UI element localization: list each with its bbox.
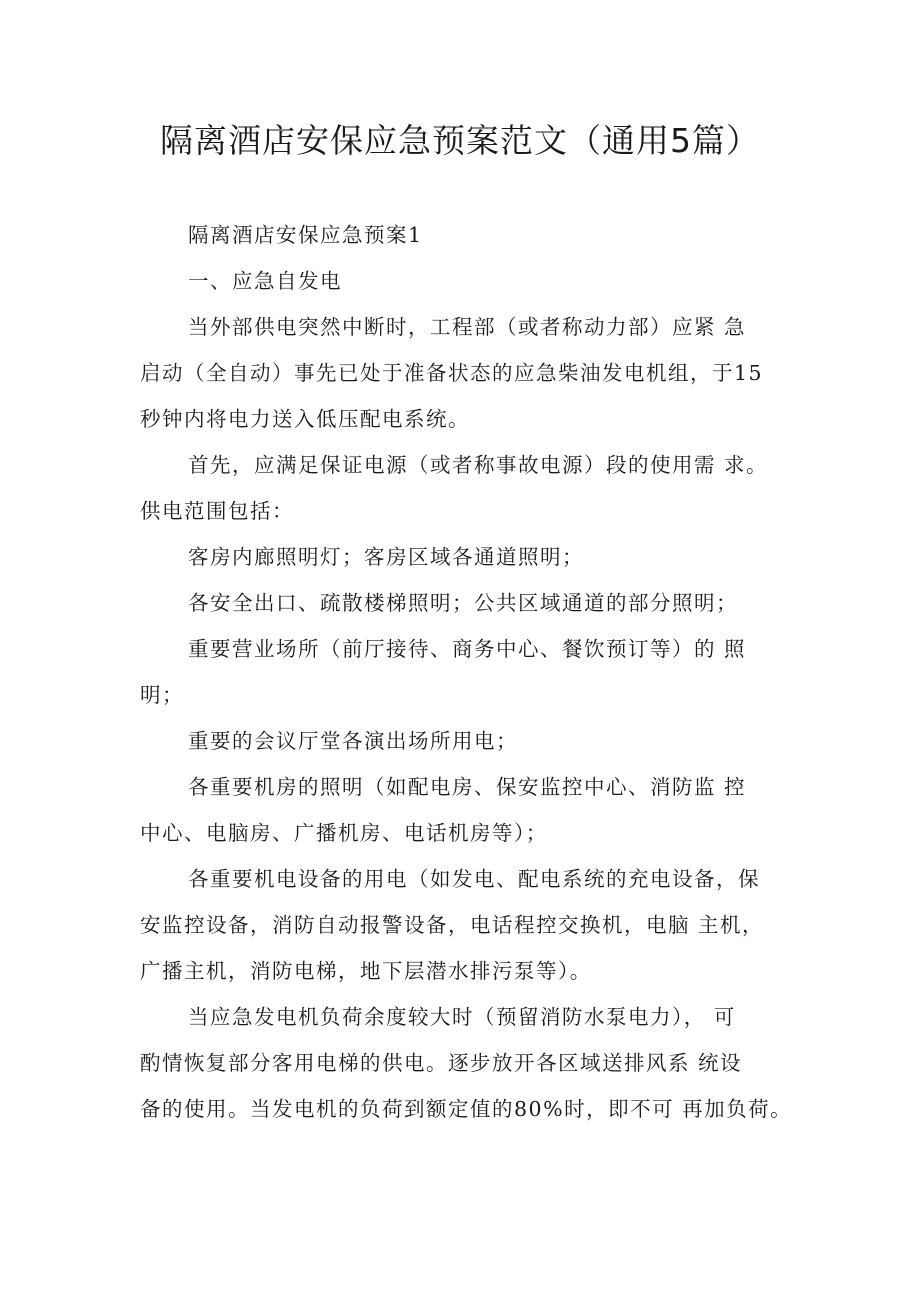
paragraph-line: 启动（全自动）事先已处于准备状态的应急柴油发电机组，于15 bbox=[140, 361, 764, 385]
paragraph-line: 首先，应满足保证电源（或者称事故电源）段的使用需 求。 bbox=[188, 453, 769, 477]
section-heading bbox=[140, 212, 790, 258]
paragraph-line: 安监控设备，消防自动报警设备，电话程控交换机，电脑 主机， bbox=[140, 913, 765, 937]
paragraph-line: 供电范围包括： bbox=[140, 499, 294, 523]
subsection-heading bbox=[140, 258, 790, 304]
paragraph-line: 客房内廊照明灯；客房区域各通道照明； bbox=[188, 545, 584, 569]
paragraph-line: 备的使用。当发电机的负荷到额定值的80%时，即不可 再加负荷。 bbox=[140, 1097, 793, 1121]
paragraph-line: 酌情恢复部分客用电梯的供电。逐步放开各区域送排风系 统设 bbox=[140, 1051, 743, 1075]
paragraph bbox=[140, 442, 790, 534]
subsection-heading-text: 一、应急自发电 bbox=[188, 269, 342, 293]
paragraph bbox=[140, 626, 790, 718]
paragraph-line: 各重要机电设备的用电（如发电、配电系统的充电设备，保 bbox=[188, 867, 760, 891]
paragraph-line: 广播主机，消防电梯，地下层潜水排污泵等）。 bbox=[140, 959, 592, 983]
document-title: 隔离酒店安保应急预案范文（通用5篇） bbox=[160, 121, 760, 160]
paragraph bbox=[140, 856, 790, 994]
paragraph bbox=[140, 994, 793, 1132]
paragraph-line: 当外部供电突然中断时，工程部（或者称动力部）应紧 急 bbox=[188, 315, 747, 339]
paragraph bbox=[140, 304, 790, 442]
document-body bbox=[140, 212, 793, 1132]
section-heading-text: 隔离酒店安保应急预案1 bbox=[188, 223, 423, 247]
paragraph bbox=[140, 534, 790, 580]
paragraph-line: 当应急发电机负荷余度较大时（预留消防水泵电力）， 可 bbox=[188, 1005, 736, 1029]
paragraph-line: 重要营业场所（前厅接待、商务中心、餐饮预订等）的 照 bbox=[188, 637, 747, 661]
paragraph-line: 各重要机房的照明（如配电房、保安监控中心、消防监 控 bbox=[188, 775, 747, 799]
paragraph bbox=[140, 764, 790, 856]
paragraph-line: 重要的会议厅堂各演出场所用电； bbox=[188, 729, 518, 753]
paragraph-line: 各安全出口、疏散楼梯照明；公共区域通道的部分照明； bbox=[188, 591, 738, 615]
paragraph-line: 明； bbox=[140, 683, 184, 707]
paragraph bbox=[140, 718, 790, 764]
paragraph-line: 中心、电脑房、广播机房、电话机房等）； bbox=[140, 821, 548, 845]
paragraph-line: 秒钟内将电力送入低压配电系统。 bbox=[140, 407, 470, 431]
paragraph bbox=[140, 580, 790, 626]
